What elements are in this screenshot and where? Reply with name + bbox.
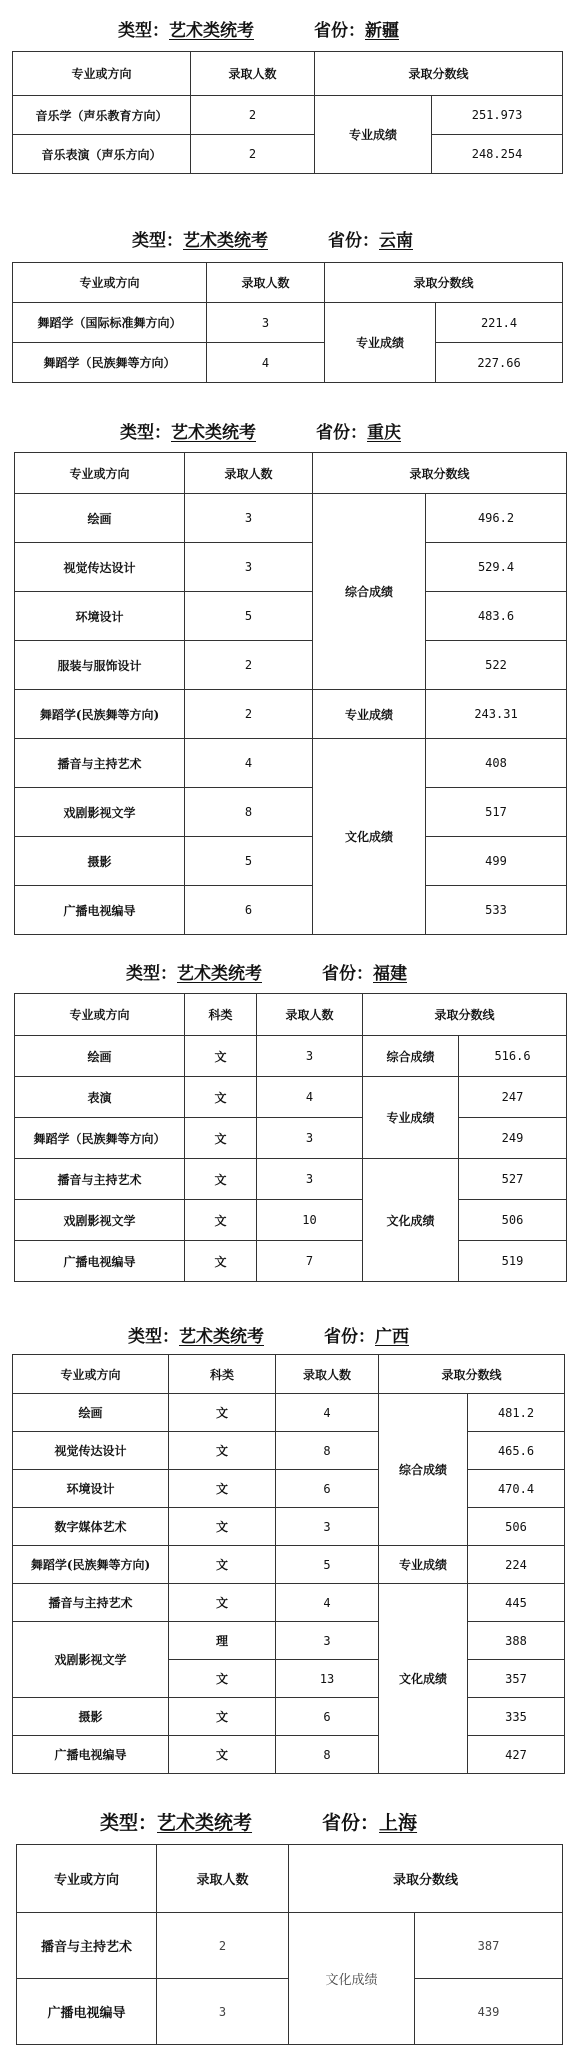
cell-score: 481.2 [468, 1394, 565, 1432]
cell-basis: 专业成绩 [325, 303, 436, 383]
cell-subject: 文 [169, 1470, 276, 1508]
cell-basis: 文化成绩 [289, 1913, 415, 2045]
province-label: 省份： [314, 21, 365, 41]
cell-major: 视觉传达设计 [13, 1432, 169, 1470]
cell-count: 3 [185, 494, 313, 543]
cell-score: 445 [468, 1584, 565, 1622]
cell-major: 摄影 [15, 837, 185, 886]
cell-score: 483.6 [426, 592, 567, 641]
cell-subject: 文 [169, 1584, 276, 1622]
cell-major: 播音与主持艺术 [15, 739, 185, 788]
cell-score: 517 [426, 788, 567, 837]
cell-subject: 文 [185, 1200, 257, 1241]
type-value: 艺术类统考 [179, 1327, 264, 1347]
cell-major: 广播电视编导 [15, 886, 185, 935]
province-value: 新疆 [365, 21, 399, 41]
cell-major: 环境设计 [13, 1470, 169, 1508]
header-score: 录取分数线 [325, 263, 563, 303]
cell-score: 227.66 [436, 343, 563, 383]
cell-score: 248.254 [432, 135, 563, 174]
cell-subject: 文 [169, 1546, 276, 1584]
cell-major: 广播电视编导 [17, 1979, 157, 2045]
cell-count: 5 [276, 1546, 379, 1584]
cell-score: 247 [459, 1077, 567, 1118]
cell-basis: 专业成绩 [313, 690, 426, 739]
cell-score: 387 [415, 1913, 563, 1979]
province-label: 省份： [324, 1327, 375, 1347]
cell-major: 绘画 [15, 494, 185, 543]
cell-count: 5 [185, 837, 313, 886]
header-score: 录取分数线 [315, 52, 563, 96]
cell-basis: 专业成绩 [363, 1077, 459, 1159]
cell-count: 4 [276, 1584, 379, 1622]
cell-major: 广播电视编导 [13, 1736, 169, 1774]
cell-subject: 文 [169, 1432, 276, 1470]
cell-score: 357 [468, 1660, 565, 1698]
cell-subject: 文 [185, 1159, 257, 1200]
cell-count: 6 [276, 1470, 379, 1508]
cell-count: 6 [185, 886, 313, 935]
cell-major: 绘画 [13, 1394, 169, 1432]
cell-major: 音乐表演（声乐方向） [13, 135, 191, 174]
cell-count: 4 [207, 343, 325, 383]
cell-major: 视觉传达设计 [15, 543, 185, 592]
header-major: 专业或方向 [15, 453, 185, 494]
cell-count: 10 [257, 1200, 363, 1241]
cell-count: 6 [276, 1698, 379, 1736]
admission-table [12, 51, 563, 174]
cell-score: 224 [468, 1546, 565, 1584]
cell-subject: 文 [185, 1118, 257, 1159]
header-subject: 科类 [185, 994, 257, 1036]
cell-count: 2 [191, 135, 315, 174]
type-value: 艺术类统考 [177, 964, 262, 984]
type-label: 类型： [120, 423, 171, 443]
cell-basis: 文化成绩 [313, 739, 426, 935]
cell-score: 506 [459, 1200, 567, 1241]
cell-major: 表演 [15, 1077, 185, 1118]
cell-count: 8 [276, 1736, 379, 1774]
type-value: 艺术类统考 [171, 423, 256, 443]
cell-score: 522 [426, 641, 567, 690]
cell-score: 506 [468, 1508, 565, 1546]
cell-score: 533 [426, 886, 567, 935]
cell-score: 465.6 [468, 1432, 565, 1470]
cell-basis: 综合成绩 [313, 494, 426, 690]
cell-subject: 文 [185, 1241, 257, 1282]
cell-score: 335 [468, 1698, 565, 1736]
cell-count: 13 [276, 1660, 379, 1698]
cell-score: 519 [459, 1241, 567, 1282]
cell-major: 音乐学（声乐教育方向） [13, 96, 191, 135]
cell-basis: 文化成绩 [379, 1584, 468, 1774]
province-value: 福建 [373, 964, 407, 984]
cell-major: 舞蹈学(民族舞等方向) [13, 1546, 169, 1584]
header-subject: 科类 [169, 1355, 276, 1394]
cell-score: 408 [426, 739, 567, 788]
cell-count: 8 [276, 1432, 379, 1470]
cell-score: 529.4 [426, 543, 567, 592]
header-major: 专业或方向 [13, 52, 191, 96]
cell-major: 摄影 [13, 1698, 169, 1736]
cell-major: 播音与主持艺术 [13, 1584, 169, 1622]
cell-count: 3 [157, 1979, 289, 2045]
cell-major: 戏剧影视文学 [15, 1200, 185, 1241]
cell-subject: 理 [169, 1622, 276, 1660]
header-count: 录取人数 [191, 52, 315, 96]
cell-count: 3 [185, 543, 313, 592]
section-heading [118, 16, 399, 41]
cell-count: 5 [185, 592, 313, 641]
cell-subject: 文 [169, 1660, 276, 1698]
header-count: 录取人数 [185, 453, 313, 494]
admission-table [12, 1354, 565, 1774]
cell-count: 2 [185, 690, 313, 739]
province-label: 省份： [316, 423, 367, 443]
admission-table [14, 993, 567, 1282]
cell-basis: 综合成绩 [363, 1036, 459, 1077]
type-label: 类型： [118, 21, 169, 41]
header-score: 录取分数线 [289, 1845, 563, 1913]
cell-score: 527 [459, 1159, 567, 1200]
cell-count: 2 [191, 96, 315, 135]
cell-score: 221.4 [436, 303, 563, 343]
cell-major: 舞蹈学（民族舞等方向） [13, 343, 207, 383]
cell-score: 516.6 [459, 1036, 567, 1077]
cell-basis: 专业成绩 [379, 1546, 468, 1584]
header-major: 专业或方向 [17, 1845, 157, 1913]
cell-count: 3 [257, 1159, 363, 1200]
cell-count: 3 [257, 1036, 363, 1077]
province-label: 省份： [322, 1812, 380, 1834]
header-major: 专业或方向 [15, 994, 185, 1036]
header-count: 录取人数 [157, 1845, 289, 1913]
province-value: 上海 [379, 1812, 418, 1834]
type-label: 类型： [100, 1812, 158, 1834]
province-label: 省份： [328, 231, 379, 251]
type-label: 类型： [132, 231, 183, 251]
province-value: 广西 [375, 1327, 409, 1347]
cell-count: 4 [276, 1394, 379, 1432]
cell-basis: 专业成绩 [315, 96, 432, 174]
cell-basis: 文化成绩 [363, 1159, 459, 1282]
header-count: 录取人数 [257, 994, 363, 1036]
cell-subject: 文 [169, 1698, 276, 1736]
cell-basis: 综合成绩 [379, 1394, 468, 1546]
header-score: 录取分数线 [379, 1355, 565, 1394]
type-value: 艺术类统考 [169, 21, 254, 41]
cell-score: 249 [459, 1118, 567, 1159]
cell-count: 8 [185, 788, 313, 837]
cell-major: 服装与服饰设计 [15, 641, 185, 690]
header-major: 专业或方向 [13, 1355, 169, 1394]
header-count: 录取人数 [207, 263, 325, 303]
header-score: 录取分数线 [313, 453, 567, 494]
cell-subject: 文 [185, 1077, 257, 1118]
cell-score: 470.4 [468, 1470, 565, 1508]
cell-count: 4 [257, 1077, 363, 1118]
admission-table [14, 452, 567, 935]
cell-subject: 文 [185, 1036, 257, 1077]
cell-count: 7 [257, 1241, 363, 1282]
province-label: 省份： [322, 964, 373, 984]
header-major: 专业或方向 [13, 263, 207, 303]
province-value: 重庆 [367, 423, 401, 443]
cell-major: 舞蹈学（国际标准舞方向） [13, 303, 207, 343]
province-value: 云南 [379, 231, 413, 251]
section-heading [100, 1808, 417, 1835]
type-value: 艺术类统考 [157, 1812, 253, 1834]
cell-subject: 文 [169, 1736, 276, 1774]
cell-major: 播音与主持艺术 [17, 1913, 157, 1979]
cell-major: 戏剧影视文学 [13, 1622, 169, 1698]
cell-score: 243.31 [426, 690, 567, 739]
admission-table [16, 1844, 563, 2045]
cell-score: 439 [415, 1979, 563, 2045]
cell-score: 388 [468, 1622, 565, 1660]
section-heading [132, 226, 413, 251]
cell-major: 舞蹈学（民族舞等方向） [15, 1118, 185, 1159]
section-heading [120, 418, 401, 443]
cell-score: 427 [468, 1736, 565, 1774]
cell-score: 496.2 [426, 494, 567, 543]
cell-subject: 文 [169, 1394, 276, 1432]
cell-major: 播音与主持艺术 [15, 1159, 185, 1200]
header-count: 录取人数 [276, 1355, 379, 1394]
cell-major: 绘画 [15, 1036, 185, 1077]
cell-count: 3 [257, 1118, 363, 1159]
cell-major: 数字媒体艺术 [13, 1508, 169, 1546]
cell-score: 251.973 [432, 96, 563, 135]
cell-major: 戏剧影视文学 [15, 788, 185, 837]
cell-count: 2 [157, 1913, 289, 1979]
type-label: 类型： [128, 1327, 179, 1347]
cell-score: 499 [426, 837, 567, 886]
cell-count: 3 [207, 303, 325, 343]
type-label: 类型： [126, 964, 177, 984]
cell-count: 4 [185, 739, 313, 788]
cell-count: 3 [276, 1622, 379, 1660]
cell-count: 3 [276, 1508, 379, 1546]
cell-major: 舞蹈学(民族舞等方向) [15, 690, 185, 739]
header-score: 录取分数线 [363, 994, 567, 1036]
section-heading [128, 1322, 409, 1347]
admission-table [12, 262, 563, 383]
cell-major: 广播电视编导 [15, 1241, 185, 1282]
cell-subject: 文 [169, 1508, 276, 1546]
cell-count: 2 [185, 641, 313, 690]
section-heading [126, 959, 407, 984]
type-value: 艺术类统考 [183, 231, 268, 251]
cell-major: 环境设计 [15, 592, 185, 641]
